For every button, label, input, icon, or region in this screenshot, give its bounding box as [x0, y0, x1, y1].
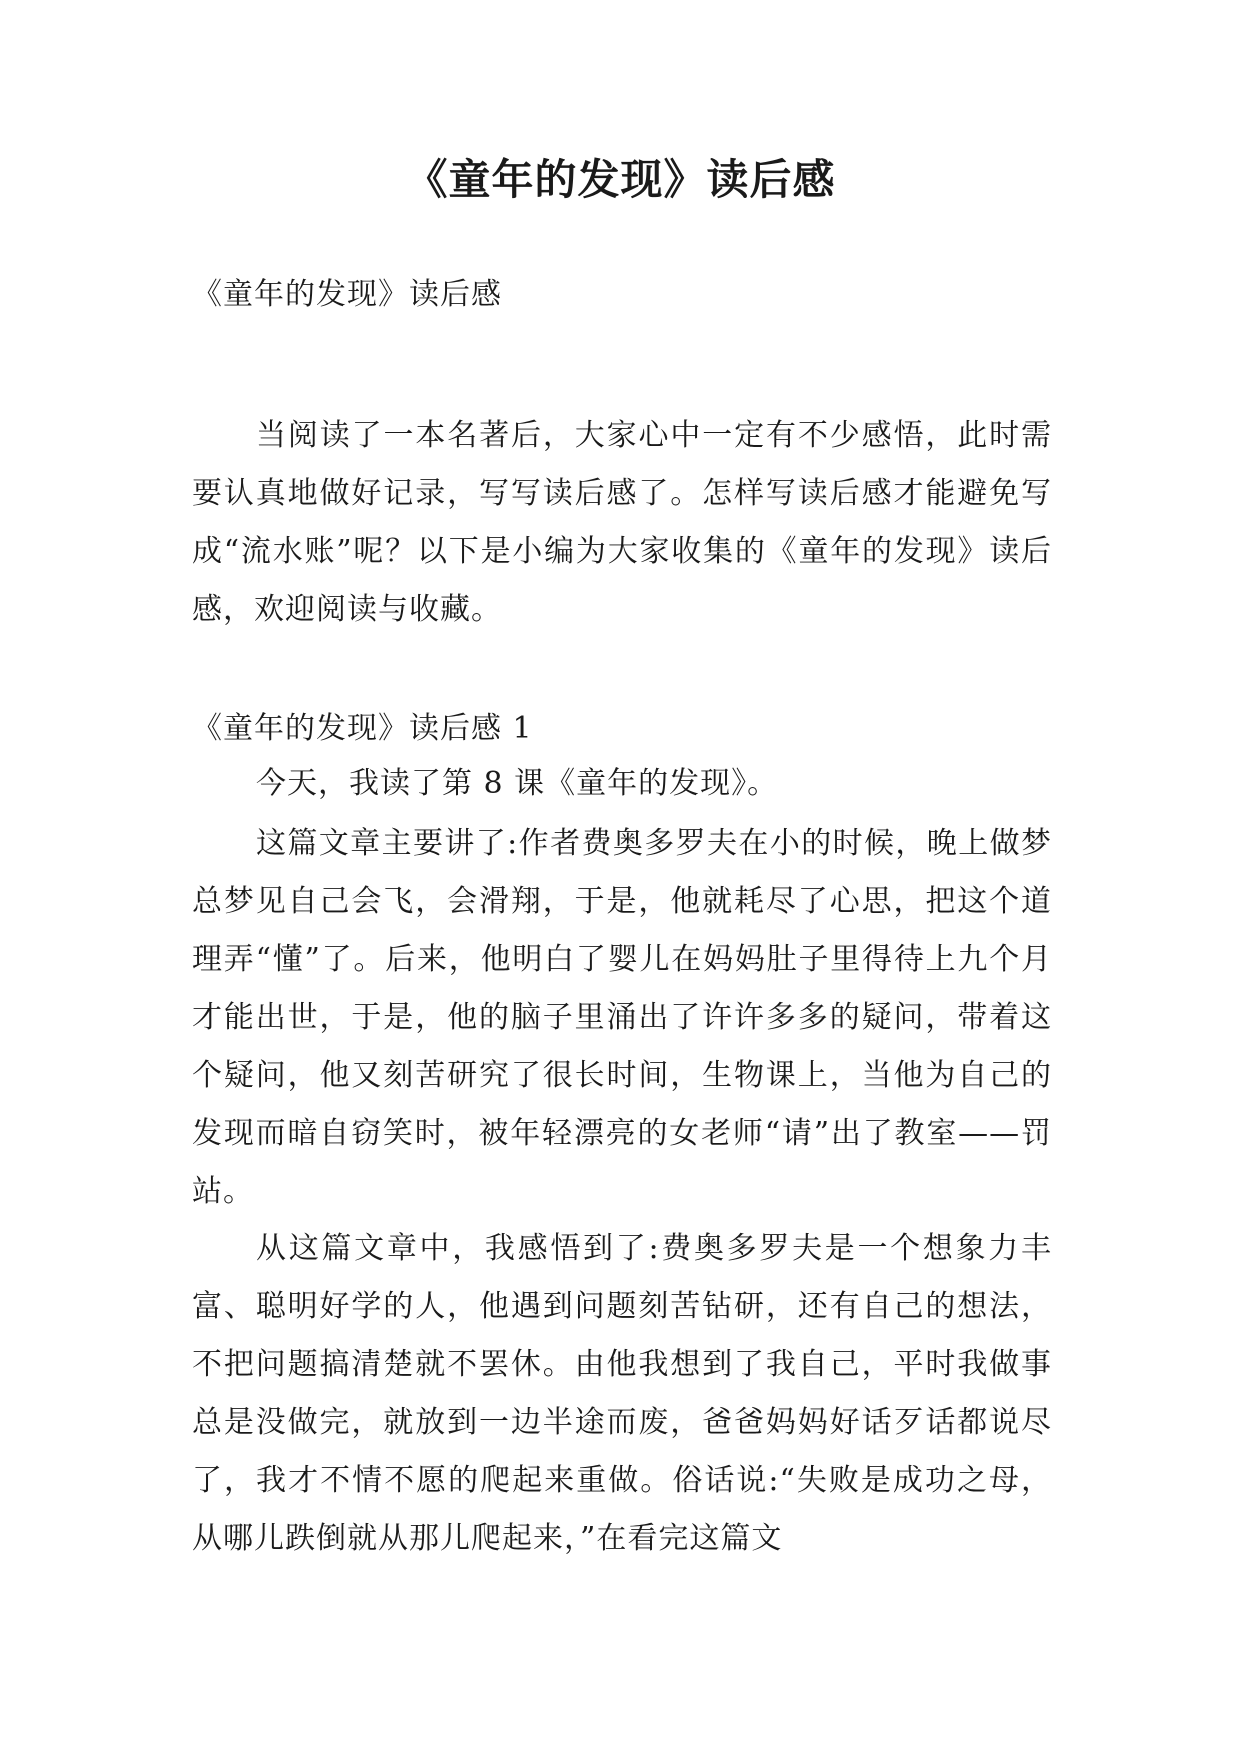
document-title: 《童年的发现》读后感	[405, 155, 836, 204]
body-paragraph: 从这篇文章中，我感悟到了:费奥多罗夫是一个想象力丰富、聪明好学的人，他遇到问题刻苦钻研，还有自己的想法，不把问题搞清楚就不罢休。由他我想到了我自己，平时我做事总是没做完，就放到一边半途而废，爸爸妈妈好话歹话都说尽了，我才不情不愿的爬起来重做。俗话说:“失败是成功之母，从哪儿跌倒就从那儿爬起来，”在看完这篇文	[192, 1231, 1052, 1556]
document-subtitle: 《童年的发现》读后感	[192, 277, 502, 312]
body-paragraph: 这篇文章主要讲了:作者费奥多罗夫在小的时候，晚上做梦总梦见自己会飞，会滑翔，于是，他就耗尽了心思，把这个道理弄“懂”了。后来，他明白了婴儿在妈妈肚子里得待上九个月才能出世，于是，他的脑子里涌出了许许多多的疑问，带着这个疑问，他又刻苦研究了很长时间，生物课上，当他为自己的发现而暗自窃笑时，被年轻漂亮的女老师“请”出了教室——罚站。	[192, 826, 1052, 1209]
intro-paragraph: 当阅读了一本名著后，大家心中一定有不少感悟，此时需要认真地做好记录，写写读后感了。怎样写读后感才能避免写成“流水账”呢？以下是小编为大家收集的《童年的发现》读后感，欢迎阅读与收藏。	[192, 418, 1052, 627]
body-paragraph: 今天，我读了第 8 课《童年的发现》。	[256, 766, 779, 801]
section-heading: 《童年的发现》读后感 1	[192, 711, 533, 746]
